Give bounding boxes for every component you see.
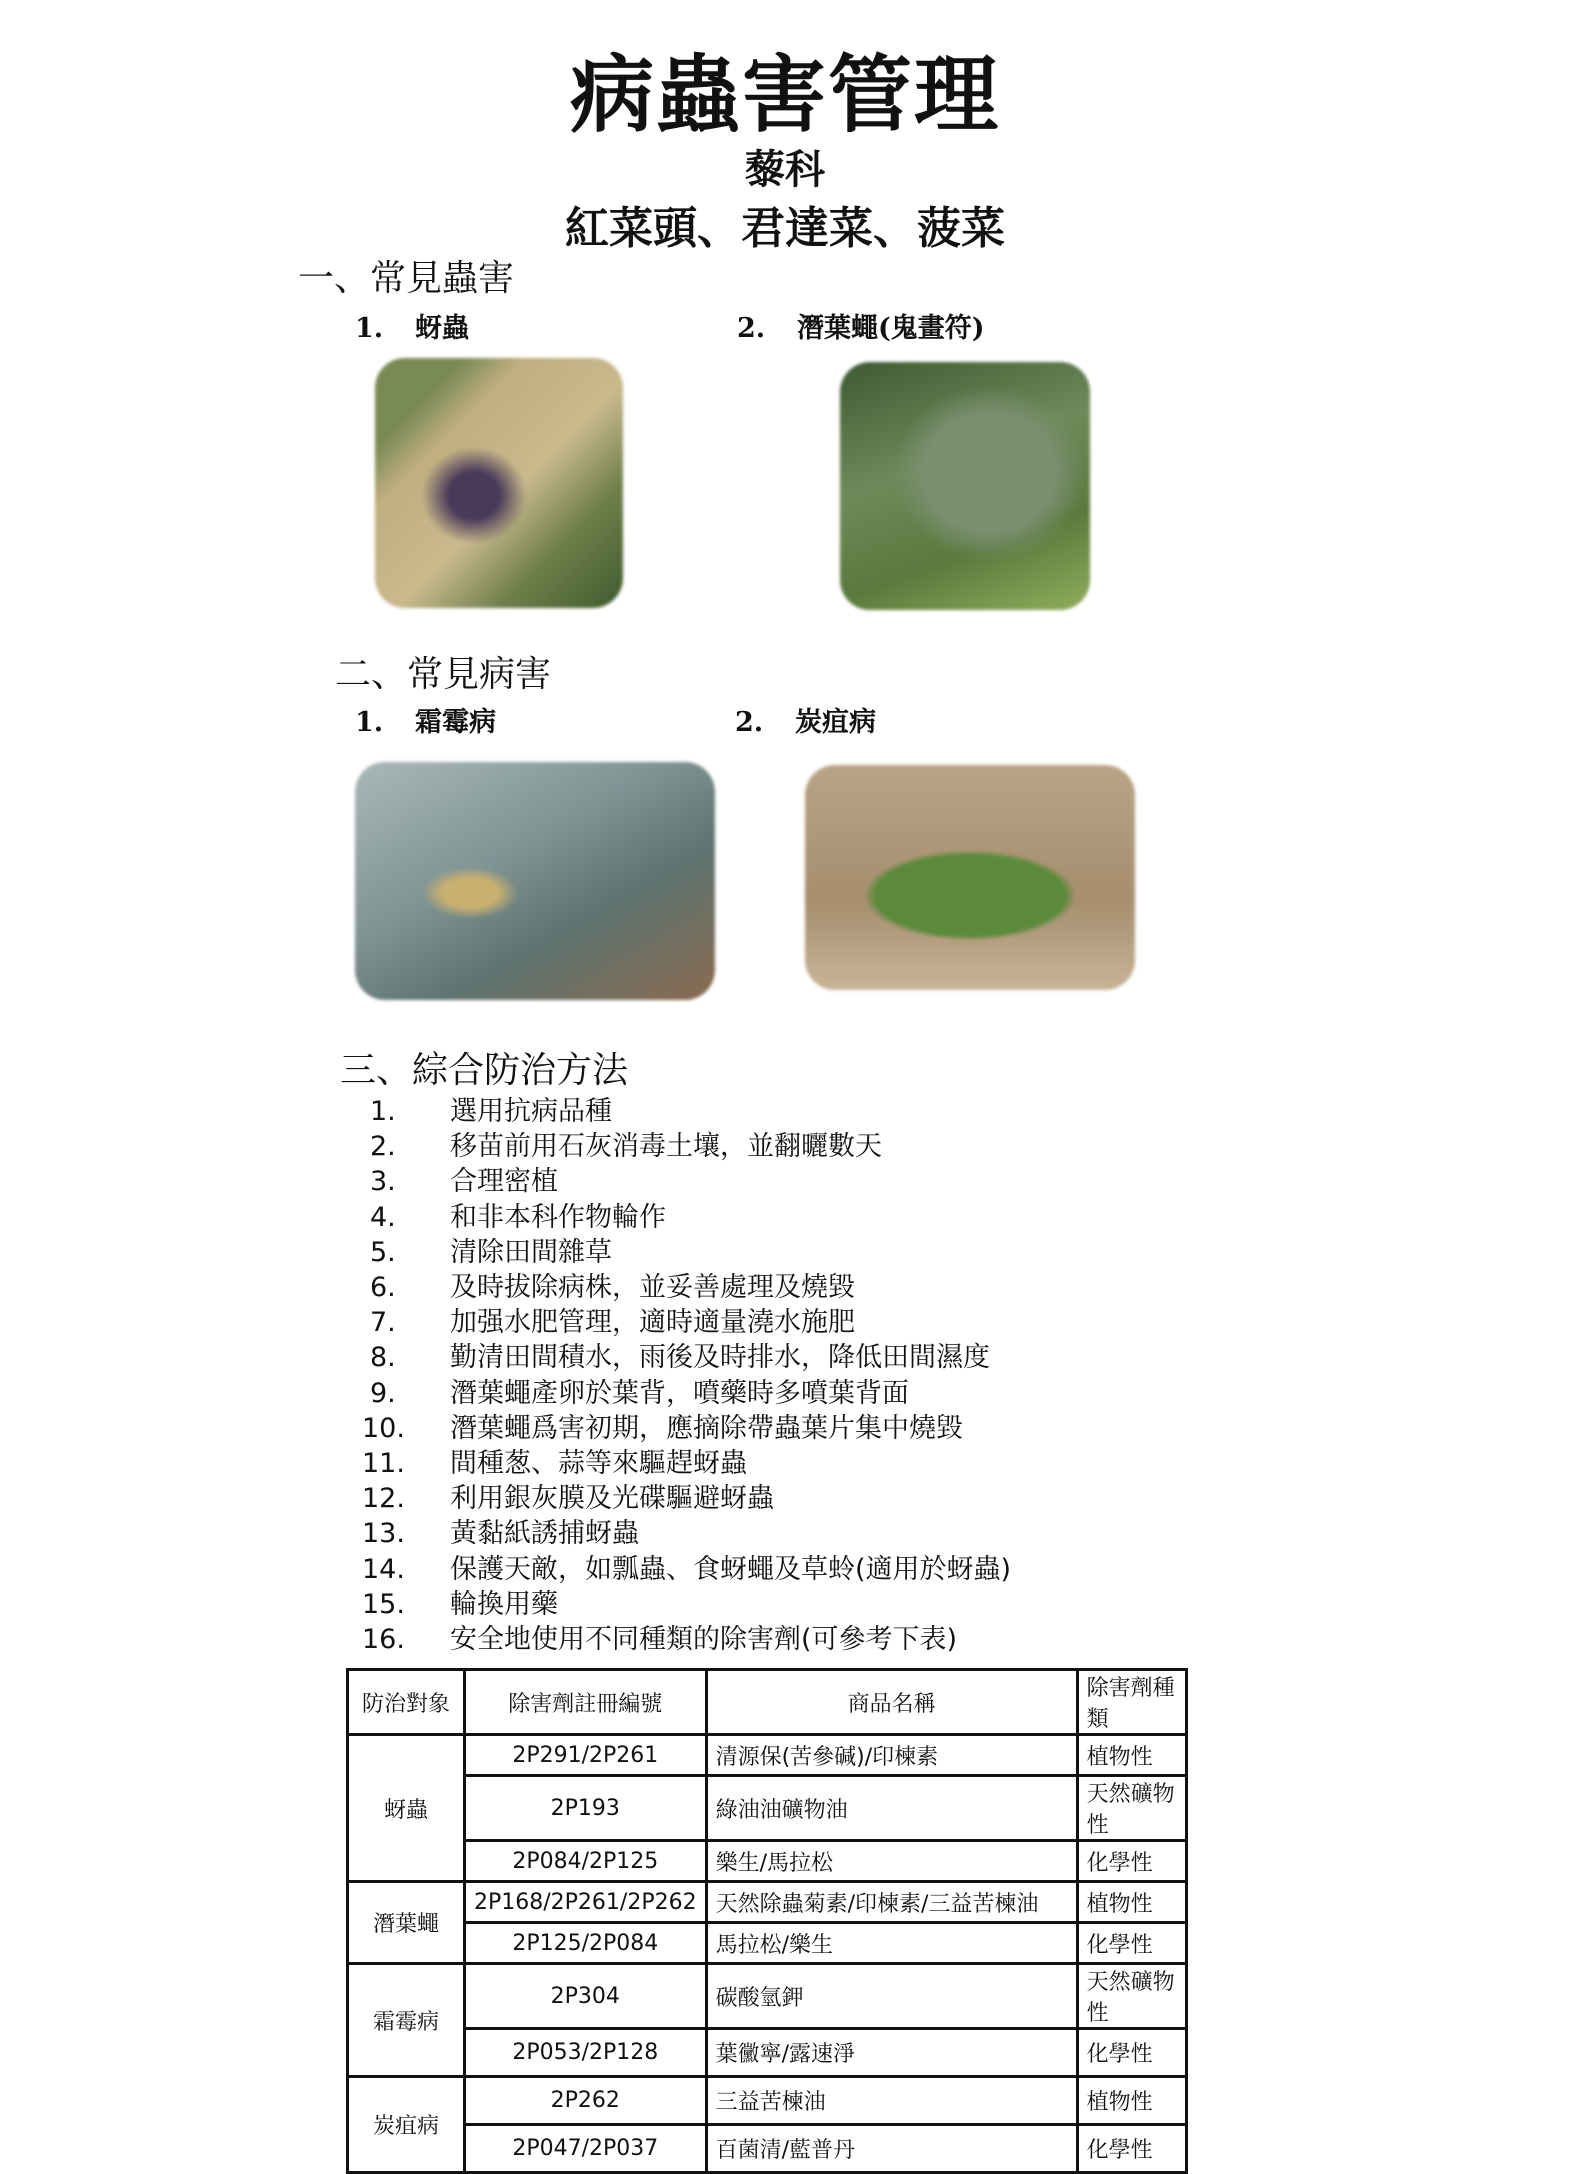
method-text: 潛葉蠅產卵於葉背，噴藥時多噴葉背面 xyxy=(450,1377,909,1409)
product-cell: 葉黴寧/露速淨 xyxy=(706,2029,1077,2077)
method-number: 16. xyxy=(362,1624,405,1656)
reg-no-cell: 2P168/2P261/2P262 xyxy=(465,1882,707,1923)
item-name: 蚜蟲 xyxy=(415,313,469,344)
method-text: 間種葱、蒜等來驅趕蚜蟲 xyxy=(450,1448,747,1480)
reg-no-cell: 2P125/2P084 xyxy=(465,1923,707,1964)
item-name: 炭疽病 xyxy=(795,707,876,738)
table-row xyxy=(348,1841,1187,1882)
method-text: 保護天敵，如瓢蟲、食蚜蠅及草蛉(適用於蚜蟲) xyxy=(450,1553,1012,1585)
method-text: 輪換用藥 xyxy=(450,1588,558,1620)
header-type: 除害劑種類 xyxy=(1077,1670,1186,1735)
method-text: 和非本科作物輪作 xyxy=(450,1201,666,1233)
method-item xyxy=(362,1305,1011,1340)
header-product: 商品名稱 xyxy=(706,1670,1077,1735)
target-cell: 潛葉蠅 xyxy=(348,1882,465,1964)
reg-no-cell: 2P262 xyxy=(465,2077,707,2125)
reg-no-cell: 2P304 xyxy=(465,1964,707,2029)
method-text: 勤清田間積水，雨後及時排水，降低田間濕度 xyxy=(450,1342,990,1374)
method-number: 14. xyxy=(362,1553,405,1585)
method-item xyxy=(362,1094,1011,1129)
plant-family: 藜科 xyxy=(745,147,825,193)
method-number: 6. xyxy=(370,1272,396,1304)
method-number: 5. xyxy=(370,1236,396,1268)
method-item xyxy=(362,1622,1011,1657)
item-number: 2. xyxy=(737,313,766,344)
method-number: 1. xyxy=(370,1096,396,1127)
method-item xyxy=(362,1340,1011,1375)
type-cell: 植物性 xyxy=(1077,1735,1186,1776)
product-cell: 綠油油礦物油 xyxy=(706,1776,1077,1841)
anthracnose-photo xyxy=(805,765,1135,990)
product-cell: 馬拉松/樂生 xyxy=(706,1923,1077,1964)
method-number: 7. xyxy=(370,1307,396,1339)
method-number: 8. xyxy=(370,1342,396,1374)
product-cell: 天然除蟲菊素/印楝素/三益苦楝油 xyxy=(706,1882,1077,1923)
method-item xyxy=(362,1552,1011,1587)
method-number: 4. xyxy=(370,1201,396,1233)
method-number: 3. xyxy=(370,1166,396,1198)
aphid-photo xyxy=(375,358,623,608)
downy-mildew-photo xyxy=(355,762,715,1000)
target-cell: 蚜蟲 xyxy=(348,1735,465,1882)
method-text: 及時拔除病株，並妥善處理及燒毀 xyxy=(450,1272,855,1304)
target-cell: 霜霉病 xyxy=(348,1964,465,2077)
item-name: 潛葉蠅(鬼畫符) xyxy=(797,313,985,344)
table-row xyxy=(348,1964,1187,2029)
product-cell: 碳酸氫鉀 xyxy=(706,1964,1077,2029)
method-item xyxy=(362,1516,1011,1551)
method-number: 2. xyxy=(370,1131,396,1163)
method-number: 13. xyxy=(362,1518,405,1550)
type-cell: 化學性 xyxy=(1077,1923,1186,1964)
method-text: 利用銀灰膜及光碟驅避蚜蟲 xyxy=(450,1483,774,1515)
method-number: 15. xyxy=(362,1588,405,1620)
table-row xyxy=(348,2125,1187,2173)
diseases-heading: 二、常見病害 xyxy=(335,654,552,695)
method-text: 選用抗病品種 xyxy=(450,1096,612,1127)
page-title: 病蟲害管理 xyxy=(569,46,1000,144)
product-cell: 百菌清/藍普丹 xyxy=(706,2125,1077,2173)
method-item xyxy=(362,1376,1011,1411)
header-target: 防治對象 xyxy=(348,1670,465,1735)
pest-item-1 xyxy=(355,306,469,345)
method-text: 黃黏紙誘捕蚜蟲 xyxy=(450,1518,639,1550)
type-cell: 天然礦物性 xyxy=(1077,1964,1186,2029)
leafminer-photo xyxy=(840,362,1090,610)
method-number: 9. xyxy=(370,1377,396,1409)
pests-heading: 一、常見蟲害 xyxy=(298,258,515,299)
methods-list xyxy=(362,1094,1011,1657)
disease-item-2 xyxy=(735,700,876,739)
reg-no-cell: 2P193 xyxy=(465,1776,707,1841)
method-item xyxy=(362,1587,1011,1622)
pest-item-2 xyxy=(737,306,985,345)
header-reg-no: 除害劑註冊編號 xyxy=(465,1670,707,1735)
method-item xyxy=(362,1164,1011,1199)
method-item xyxy=(362,1235,1011,1270)
method-number: 11. xyxy=(362,1448,405,1480)
method-item xyxy=(362,1446,1011,1481)
table-row xyxy=(348,1923,1187,1964)
method-text: 清除田間雜草 xyxy=(450,1236,612,1268)
product-cell: 三益苦楝油 xyxy=(706,2077,1077,2125)
method-text: 加强水肥管理，適時適量澆水施肥 xyxy=(450,1307,855,1339)
target-cell: 炭疽病 xyxy=(348,2077,465,2173)
table-row xyxy=(348,2029,1187,2077)
method-number: 10. xyxy=(362,1412,405,1444)
table-row xyxy=(348,2077,1187,2125)
item-name: 霜霉病 xyxy=(415,707,496,738)
table-row xyxy=(348,1776,1187,1841)
method-item xyxy=(362,1270,1011,1305)
disease-item-1 xyxy=(355,700,496,739)
pesticide-table xyxy=(346,1668,1188,2174)
method-text: 潛葉蠅爲害初期，應摘除帶蟲葉片集中燒毀 xyxy=(450,1412,963,1444)
type-cell: 植物性 xyxy=(1077,1882,1186,1923)
method-item xyxy=(362,1200,1011,1235)
table-row xyxy=(348,1735,1187,1776)
method-text: 移苗前用石灰消毒土壤，並翻曬數天 xyxy=(450,1131,882,1163)
type-cell: 植物性 xyxy=(1077,2077,1186,2125)
product-cell: 樂生/馬拉松 xyxy=(706,1841,1077,1882)
item-number: 1. xyxy=(355,313,384,344)
table-row xyxy=(348,1882,1187,1923)
item-number: 2. xyxy=(735,707,764,738)
reg-no-cell: 2P047/2P037 xyxy=(465,2125,707,2173)
method-number: 12. xyxy=(362,1483,405,1515)
type-cell: 化學性 xyxy=(1077,1841,1186,1882)
reg-no-cell: 2P084/2P125 xyxy=(465,1841,707,1882)
method-text: 合理密植 xyxy=(450,1166,558,1198)
reg-no-cell: 2P053/2P128 xyxy=(465,2029,707,2077)
crop-names: 紅菜頭、君達菜、菠菜 xyxy=(565,203,1005,254)
method-item xyxy=(362,1411,1011,1446)
type-cell: 化學性 xyxy=(1077,2029,1186,2077)
item-number: 1. xyxy=(355,707,384,738)
type-cell: 化學性 xyxy=(1077,2125,1186,2173)
method-text: 安全地使用不同種類的除害劑(可參考下表) xyxy=(450,1624,958,1656)
methods-heading: 三、綜合防治方法 xyxy=(340,1050,629,1091)
method-item xyxy=(362,1129,1011,1164)
type-cell: 天然礦物性 xyxy=(1077,1776,1186,1841)
product-cell: 清源保(苦參碱)/印楝素 xyxy=(706,1735,1077,1776)
table-header-row xyxy=(348,1670,1187,1735)
reg-no-cell: 2P291/2P261 xyxy=(465,1735,707,1776)
method-item xyxy=(362,1481,1011,1516)
